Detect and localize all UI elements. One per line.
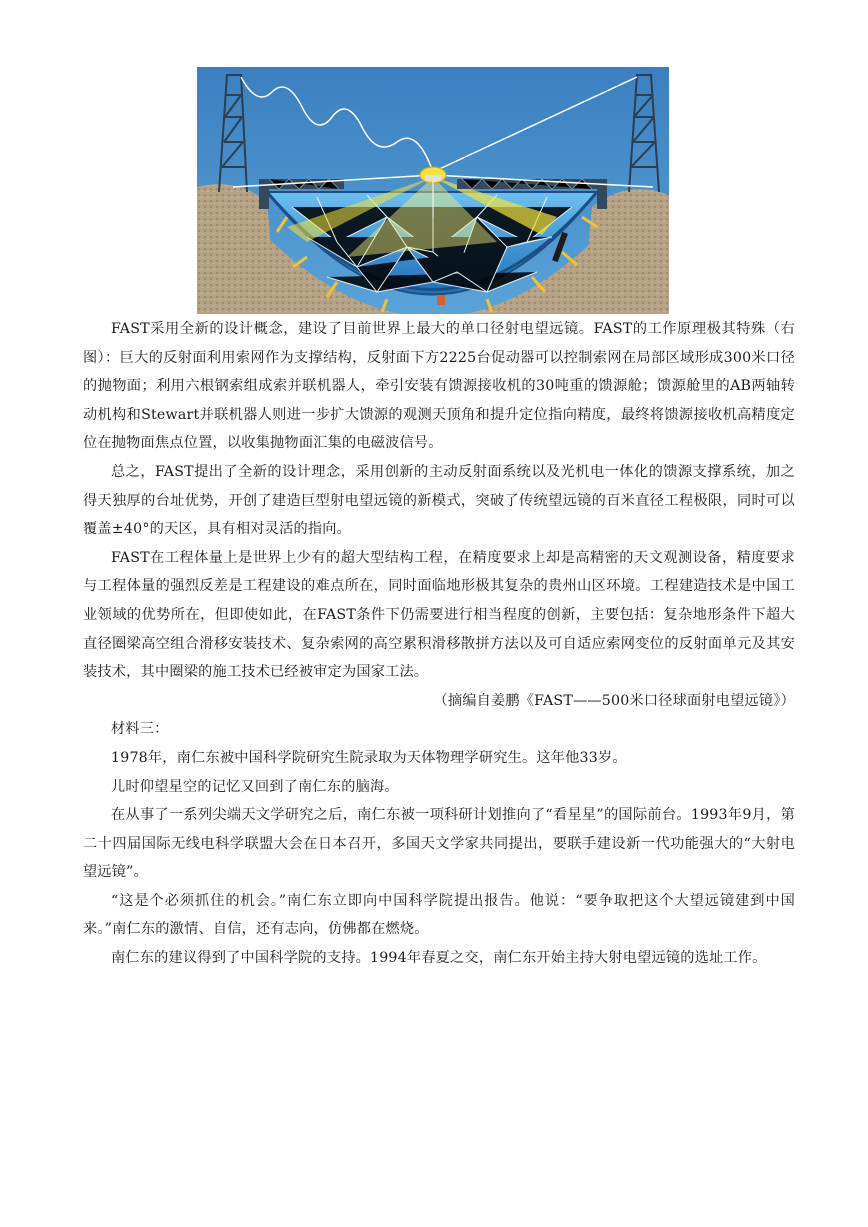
- base-actuator: [437, 295, 445, 305]
- source-citation: （摘编自姜鹏《FAST——500米口径球面射电望远镜》）: [433, 692, 795, 709]
- material-three-heading: 材料三：: [111, 721, 169, 738]
- paragraph-site-selection: 南仁东的建议得到了中国科学院的支持。1994年春夏之交，南仁东开始主持大射电望远镜的选址工作。: [111, 950, 767, 967]
- paragraph-engineering: FAST在工程体量上是世界上少有的超大型结构工程，在精度要求上却是高精密的天文观测设备，精度要求与工程体量的强烈反差是工程建设的难点所在，同时面临地形极其复杂的贵州山区环境。工程建造技术是中国工业领域的优势所在，但即使如此，在FAST条件下仍需要进行相当程度的创新，主要包括：复杂地形条件下超大直径圈梁高空组合滑移安装技术、复杂索网的高空累积滑移散拼方法以及可自适应索网变位的反射面单元及其安装技术，其中圈梁的施工技术已经被审定为国家工法。: [83, 549, 795, 681]
- paragraph-childhood-memory: 儿时仰望星空的记忆又回到了南仁东的脑海。: [111, 778, 399, 795]
- article-body: [83, 315, 795, 973]
- paragraph-1978: 1978年，南仁东被中国科学院研究生院录取为天体物理学研究生。这年他33岁。: [111, 749, 627, 766]
- fast-telescope-figure: [197, 67, 669, 314]
- paragraph-summary: 总之，FAST提出了全新的设计理念，采用创新的主动反射面系统以及光机电一体化的馈源支撑系统，加之得天独厚的台址优势，开创了建造巨型射电望远镜的新模式，突破了传统望远镜的百米直径工程极限，同时可以覆盖±40°的天区，具有相对灵活的指向。: [83, 463, 795, 538]
- paragraph-opportunity-quote: “这是个必须抓住的机会。”南仁东立即向中国科学院提出报告。他说：“要争取把这个大望远镜建到中国来。”南仁东的激情、自信，还有志向，仿佛都在燃烧。: [83, 892, 795, 938]
- paragraph-fast-design: FAST采用全新的设计概念，建设了目前世界上最大的单口径射电望远镜。FAST的工作原理极其特殊（右图）：巨大的反射面利用索网作为支撑结构，反射面下方2225台促动器可以控制索网在局部区域形成300米口径的抛物面；利用六根钢索组成索并联机器人，牵引安装有馈源接收机的30吨重的馈源舱；馈源舱里的AB两轴转动机构和Stewart并联机器人则进一步扩大馈源的观测天顶角和提升定位指向精度，最终将馈源接收机高精度定位在抛物面焦点位置，以收集抛物面汇集的电磁波信号。: [83, 321, 795, 452]
- paragraph-1993-ursi: 在从事了一系列尖端天文学研究之后，南仁东被一项科研计划推向了“看星星”的国际前台。1993年9月，第二十四届国际无线电科学联盟大会在日本召开，多国天文学家共同提出，要联手建设新一代功能强大的“大射电望远镜”。: [83, 807, 795, 881]
- fast-telescope-diagram-icon: [197, 67, 669, 314]
